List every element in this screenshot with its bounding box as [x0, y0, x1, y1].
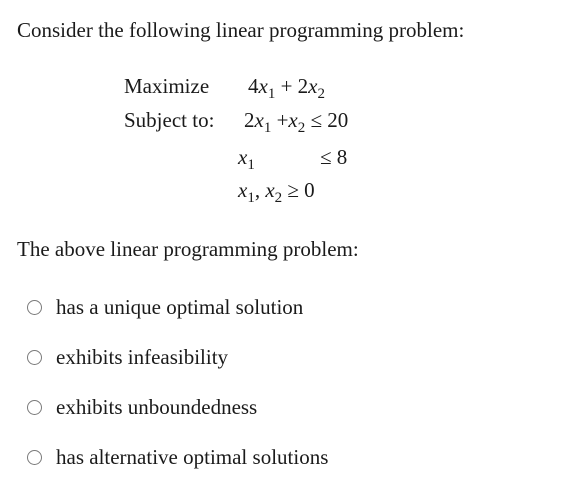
- answer-option-unboundedness[interactable]: [27, 393, 257, 421]
- constraint-3: [238, 176, 315, 204]
- constraint-1-var-1: x: [254, 108, 264, 132]
- answer-option-label: exhibits infeasibility: [56, 345, 229, 369]
- objective-coef-2: + 2: [280, 74, 309, 98]
- constraint-3-separator: ,: [254, 178, 266, 202]
- constraint-2-lhs: [238, 143, 255, 171]
- objective-var-1: x: [258, 74, 268, 98]
- radio-button[interactable]: [27, 350, 42, 365]
- answer-option-infeasibility[interactable]: [27, 343, 228, 371]
- answer-option-label: has a unique optimal solution: [56, 295, 304, 319]
- objective-function: [248, 72, 325, 100]
- radio-button[interactable]: [27, 300, 42, 315]
- objective-var-2: x: [308, 74, 318, 98]
- question-intro: Consider the following linear programming problem:: [17, 18, 465, 42]
- question-followup: The above linear programming problem:: [17, 237, 359, 261]
- answer-option-label: has alternative optimal solutions: [56, 445, 329, 469]
- objective-sub-1: 1: [267, 86, 276, 102]
- constraint-3-sub-2: 2: [274, 190, 283, 206]
- constraint-3-relation: ≥ 0: [287, 178, 315, 202]
- objective-coef-1: 4: [248, 74, 259, 98]
- constraint-2-relation: ≤ 8: [320, 145, 348, 169]
- answer-option-alternative[interactable]: [27, 443, 328, 471]
- constraint-2-var: x: [238, 145, 248, 169]
- constraint-1-var-2: x: [288, 108, 298, 132]
- constraint-1-plus: +: [276, 108, 289, 132]
- maximize-label: Maximize: [124, 74, 210, 98]
- radio-button[interactable]: [27, 450, 42, 465]
- constraint-1-sub-2: 2: [297, 120, 306, 136]
- constraint-3-var-2: x: [265, 178, 275, 202]
- radio-button[interactable]: [27, 400, 42, 415]
- constraint-3-sub-1: 1: [247, 190, 255, 206]
- constraint-3-var-1: x: [238, 178, 248, 202]
- constraint-1-coef: 2: [244, 108, 255, 132]
- constraint-1: [244, 106, 348, 134]
- subject-to-label: Subject to:: [124, 108, 215, 132]
- objective-sub-2: 2: [317, 86, 325, 102]
- constraint-2-sub: 1: [247, 157, 255, 173]
- constraint-1-relation: ≤ 20: [310, 108, 349, 132]
- constraint-1-sub-1: 1: [263, 120, 272, 136]
- answer-option-label: exhibits unboundedness: [56, 395, 258, 419]
- answer-option-unique[interactable]: [27, 293, 303, 321]
